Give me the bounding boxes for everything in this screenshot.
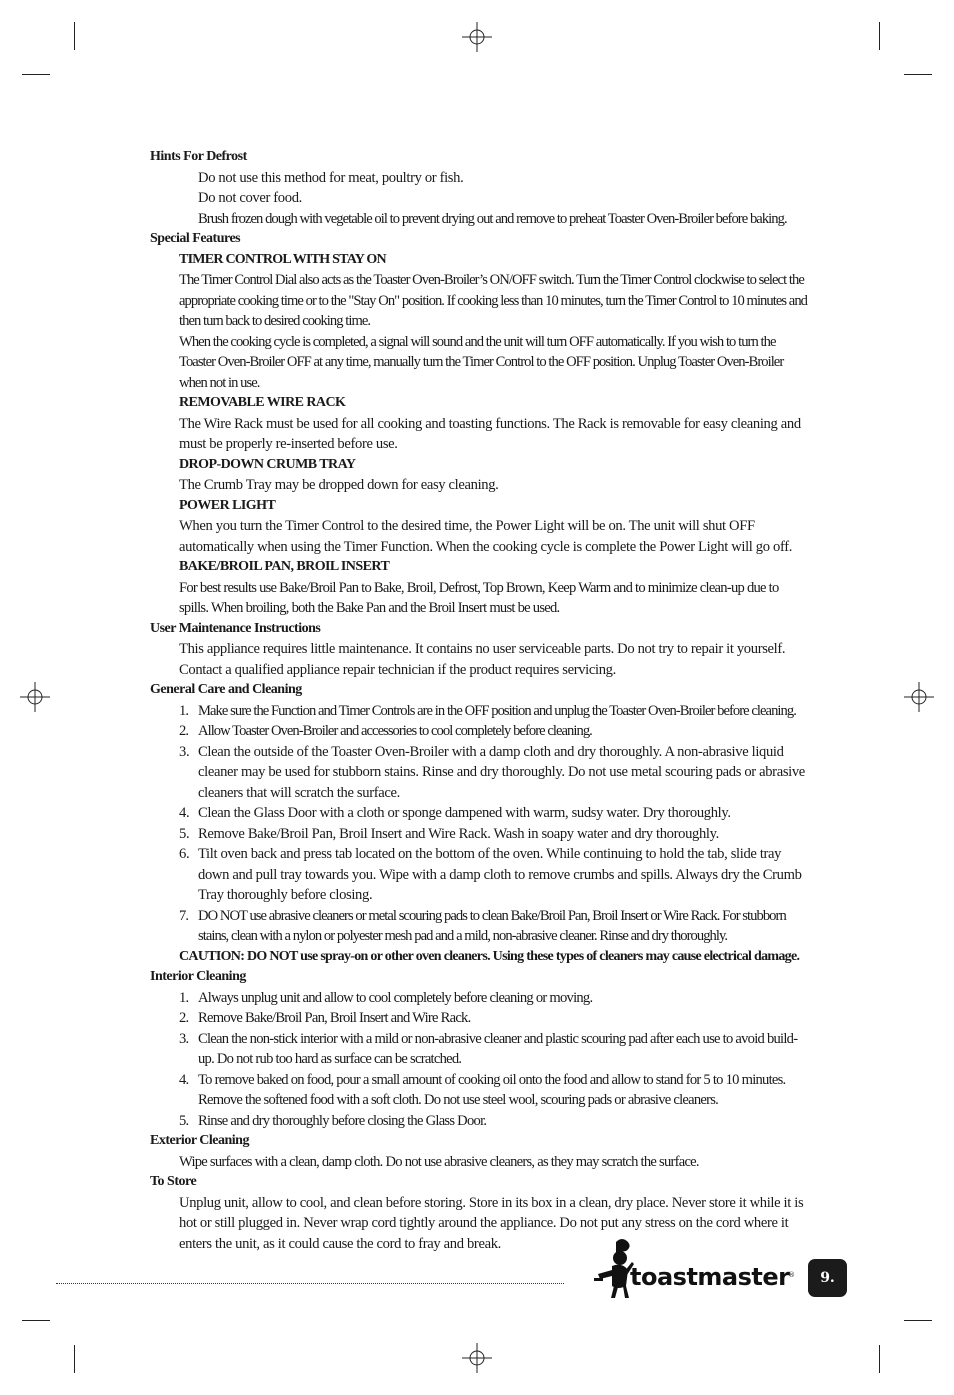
crop-mark <box>74 1345 75 1373</box>
list-item: 4. Clean the Glass Door with a cloth or sponge dampened with warm, sudsy water. Dry thoroughly. <box>179 805 731 821</box>
crop-mark <box>22 1320 50 1321</box>
general-care-section <box>150 680 810 967</box>
hint-item: Do not cover food. <box>198 190 302 206</box>
hint-item: Do not use this method for meat, poultry or fish. <box>198 169 464 186</box>
list-item: 5. Remove Bake/Broil Pan, Broil Insert and Wire Rack. Wash in soapy water and dry thoroughly. <box>179 825 719 842</box>
page-number: 9. <box>820 1270 835 1286</box>
section-text: This appliance requires little maintenance. It contains no user serviceable parts. Do not try to repair it yourself. Contact a qualified appliance repair technician if the product requires servicing. <box>179 641 786 678</box>
feature-text: For best results use Bake/Broil Pan to Bake, Broil, Defrost, Top Brown, Keep Warm and to minimize clean-up due to spills. When broiling, both the Bake Pan and the Broil Insert must be used. <box>179 579 779 616</box>
feature-title: TIMER CONTROL WITH STAY ON <box>179 251 386 267</box>
list-item: 7. DO NOT use abrasive cleaners or metal scouring pads to clean Bake/Broil Pan, Broil Insert or Wire Rack. For stubborn stains, clean with a nylon or polyester mesh pad and a mild, non-abrasive cleaner. Rinse and dry thoroughly. <box>179 907 786 944</box>
feature-title: DROP-DOWN CRUMB TRAY <box>179 456 356 472</box>
interior-cleaning-section <box>150 967 810 1131</box>
feature-text: The Timer Control Dial also acts as the Toaster Oven-Broiler’s ON/OFF switch. Turn the Timer Control clockwise to select the appropriate cooking time or to the "Stay On" position. If cooking less than 10 minutes, turn the Timer Control to 10 minutes and then turn back to desired cooking time. <box>179 272 808 329</box>
crop-mark <box>879 1345 880 1373</box>
footer-dotted-rule <box>56 1283 564 1284</box>
list-item: 6. Tilt oven back and press tab located on the bottom of the oven. While continuing to hold the tab, slide tray down and pull tray towards you. Wipe with a damp cloth to remove crumbs and spills. Always dry the Crumb Tray thoroughly before closing. <box>179 846 802 903</box>
list-item: 3. Clean the non-stick interior with a mild or non-abrasive cleaner and plastic scouring pad after each use to avoid build-up. Do not rub too hard as surface can be scratched. <box>179 1030 798 1067</box>
crop-mark <box>22 74 50 75</box>
section-text: Wipe surfaces with a clean, damp cloth. Do not use abrasive cleaners, as they may scratch the surface. <box>179 1153 699 1170</box>
general-care-list <box>150 701 810 947</box>
feature-title: REMOVABLE WIRE RACK <box>179 395 346 410</box>
list-item: 4. To remove baked on food, pour a small amount of cooking oil onto the food and allow to stand for 5 to 10 minutes. Remove the softened food with a soft cloth. Do not use steel wool, scouring pads or abrasive cleaners. <box>179 1071 786 1108</box>
section-heading: Hints For Defrost <box>150 149 247 164</box>
feature-title: BAKE/BROIL PAN, BROIL INSERT <box>179 559 390 574</box>
user-maintenance-section <box>150 619 810 681</box>
crop-mark <box>904 74 932 75</box>
special-features-section <box>150 229 810 619</box>
registered-mark: ® <box>788 1271 795 1279</box>
chef-mascot-icon <box>594 1238 634 1300</box>
list-item: 1. Make sure the Function and Timer Controls are in the OFF position and unplug the Toaster Oven-Broiler before cleaning. <box>179 702 796 719</box>
registration-mark-icon <box>20 682 50 712</box>
registration-mark-icon <box>904 682 934 712</box>
exterior-cleaning-section <box>150 1131 810 1172</box>
feature-title: POWER LIGHT <box>179 497 276 513</box>
registration-mark-icon <box>462 22 492 52</box>
feature-text: The Crumb Tray may be dropped down for easy cleaning. <box>179 477 499 493</box>
crop-mark <box>74 22 75 50</box>
feature-text: When you turn the Timer Control to the desired time, the Power Light will be on. The unit will shut OFF automatically when using the Timer Function. When the cooking cycle is complete the Power Light will go off. <box>179 518 792 555</box>
section-heading: Exterior Cleaning <box>150 1133 249 1148</box>
toastmaster-logo <box>594 1238 799 1300</box>
brand-wordmark: toastmaster <box>630 1263 790 1291</box>
feature-text: The Wire Rack must be used for all cooking and toasting functions. The Rack is removable for easy cleaning and must be properly re-inserted before use. <box>179 415 801 452</box>
section-text: Unplug unit, allow to cool, and clean before storing. Store in its box in a clean, dry place. Never store it while it is hot or still plugged in. Never wrap cord tightly around the appliance. Do not put any stress on the cord where it enters the unit, as it could cause the cord to fray and break. <box>179 1194 804 1252</box>
list-item: 1. Always unplug unit and allow to cool completely before cleaning or moving. <box>179 989 593 1006</box>
list-item: 3. Clean the outside of the Toaster Oven-Broiler with a damp cloth and dry thoroughly. A non-abrasive liquid cleaner may be used for stubborn stains. Rinse and dry thoroughly. Do not use metal scouring pads or abrasive cleaners that will scratch the surface. <box>179 743 805 801</box>
interior-cleaning-list <box>150 988 810 1132</box>
page-number-badge <box>808 1259 847 1297</box>
page-content <box>150 147 810 1254</box>
section-heading: User Maintenance Instructions <box>150 620 321 636</box>
hint-item: Brush frozen dough with vegetable oil to prevent drying out and remove to preheat Toaster Oven-Broiler before baking. <box>198 210 787 227</box>
list-item: 2. Remove Bake/Broil Pan, Broil Insert and Wire Rack. <box>179 1010 471 1026</box>
section-heading: To Store <box>150 1174 197 1189</box>
registration-mark-icon <box>462 1343 492 1373</box>
section-heading: General Care and Cleaning <box>150 682 302 697</box>
crop-mark <box>904 1320 932 1321</box>
section-heading: Special Features <box>150 231 241 246</box>
crop-mark <box>879 22 880 50</box>
list-item: 5. Rinse and dry thoroughly before closing the Glass Door. <box>179 1112 487 1129</box>
list-item: 2. Allow Toaster Oven-Broiler and accessories to cool completely before cleaning. <box>179 723 592 739</box>
hints-defrost-section <box>150 147 810 229</box>
caution-note: CAUTION: DO NOT use spray-on or other oven cleaners. Using these types of cleaners may cause electrical damage. <box>179 948 800 964</box>
section-heading: Interior Cleaning <box>150 969 246 984</box>
feature-text: When the cooking cycle is completed, a signal will sound and the unit will turn OFF automatically. If you wish to turn the Toaster Oven-Broiler OFF at any time, manually turn the Timer Control to the OFF position. Unplug Toaster Oven-Broiler when not in use. <box>179 333 784 391</box>
